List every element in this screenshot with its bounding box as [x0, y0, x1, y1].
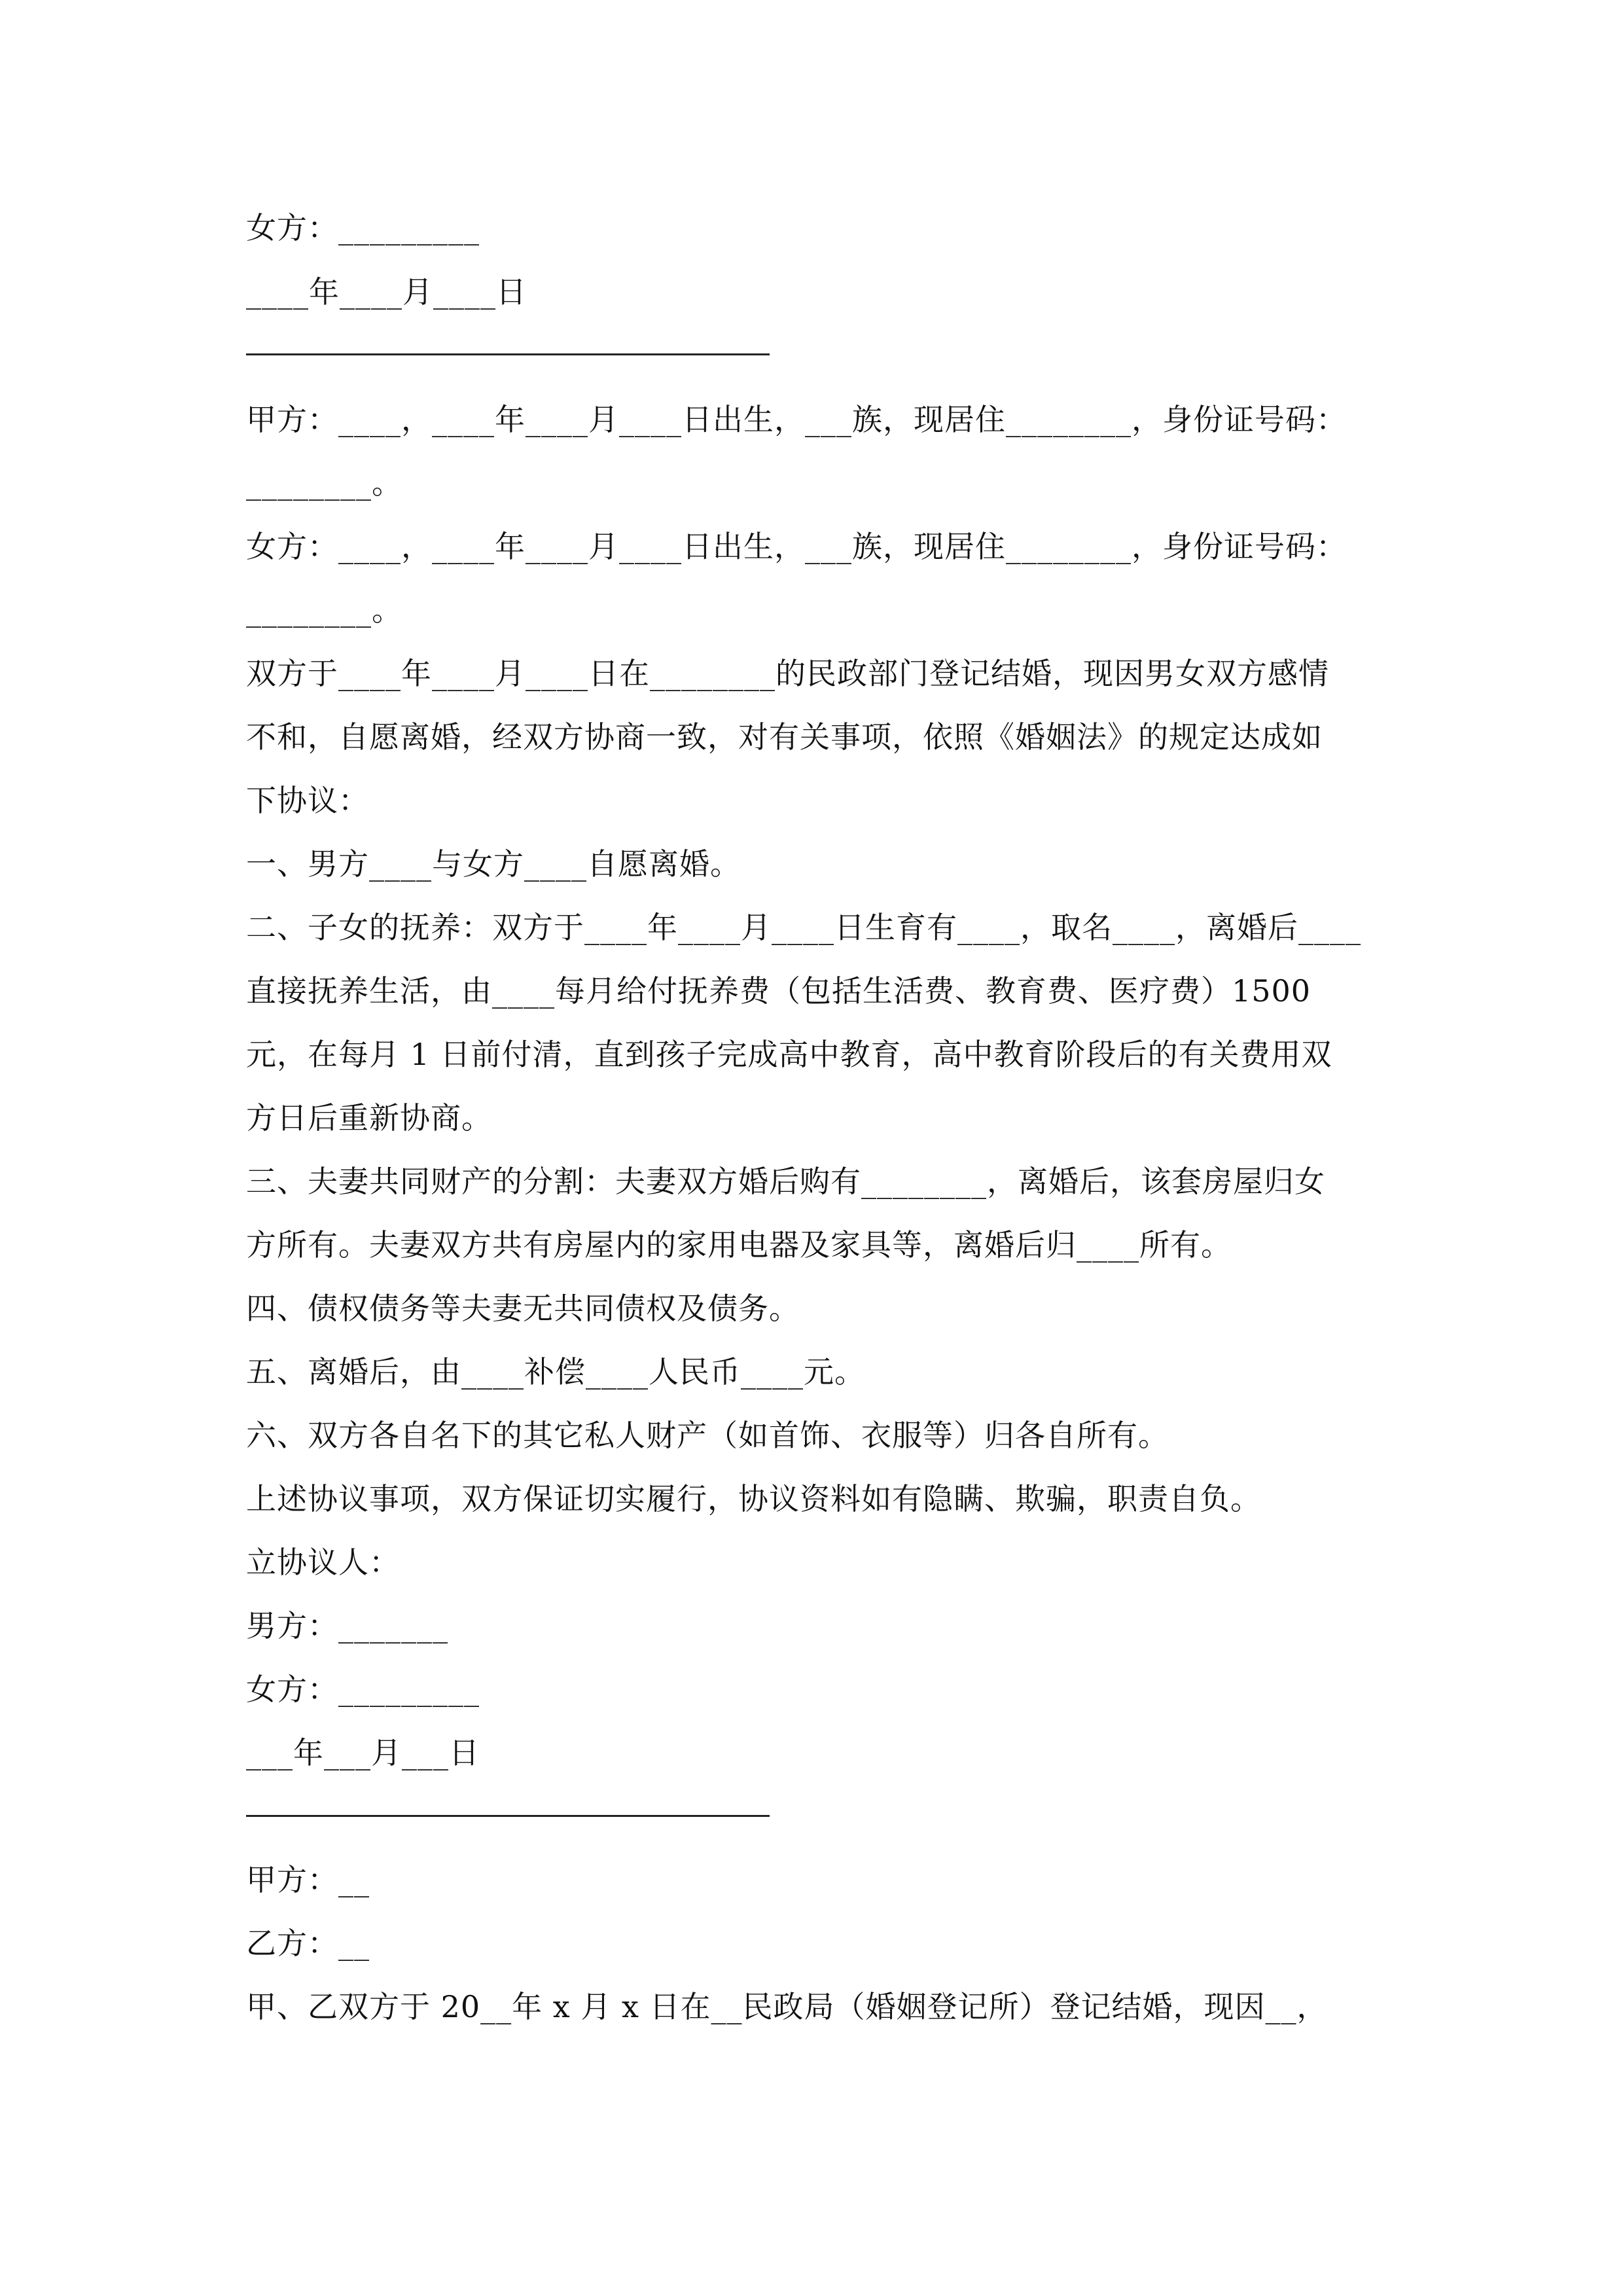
preamble-line-2: 不和，自愿离婚，经双方协商一致，对有关事项，依照《婚姻法》的规定达成如 — [246, 719, 1323, 755]
clause-2-line-2: 直接抚养生活，由____每月给付抚养费（包括生活费、教育费、医疗费）1500 — [246, 973, 1311, 1009]
female-signature-line: 女方：_________ — [246, 210, 480, 245]
party-a-info: 甲方：____，____年____月____日出生，___族，现居住________，身份证号码： — [246, 402, 1347, 437]
date-line: ____年____月____日 — [246, 274, 527, 310]
clause-2-line-1: 二、子女的抚养：双方于____年____月____日生育有____，取名____，离婚后____ — [246, 910, 1361, 945]
preamble-line-3: 下协议： — [246, 783, 369, 818]
section-divider-2 — [246, 1815, 770, 1817]
female-signature-line-2: 女方：_________ — [246, 1672, 480, 1707]
party-b-label: 乙方：__ — [246, 1926, 370, 1961]
clause-3-line-1: 三、夫妻共同财产的分割：夫妻双方婚后购有________，离婚后，该套房屋归女 — [246, 1164, 1325, 1199]
preamble-line-1: 双方于____年____月____日在________的民政部门登记结婚，现因男女双方感情 — [246, 656, 1329, 691]
agreement-intro: 甲、乙双方于 20__年 x 月 x 日在__民政局（婚姻登记所）登记结婚，现因__， — [246, 1989, 1328, 2024]
clause-4: 四、债权债务等夫妻无共同债权及债务。 — [246, 1291, 800, 1326]
clause-6: 六、双方各自名下的其它私人财产（如首饰、衣服等）归各自所有。 — [246, 1418, 1169, 1453]
party-a-label: 甲方：__ — [246, 1862, 370, 1897]
clause-2-line-3: 元，在每月 1 日前付清，直到孩子完成高中教育，高中教育阶段后的有关费用双 — [246, 1037, 1332, 1072]
female-info: 女方：____，____年____月____日出生，___族，现居住________，身份证号码： — [246, 529, 1347, 564]
clause-5: 五、离婚后，由____补偿____人民币____元。 — [246, 1354, 865, 1390]
clause-3-line-2: 方所有。夫妻双方共有房屋内的家用电器及家具等，离婚后归____所有。 — [246, 1227, 1232, 1263]
section-divider — [246, 353, 770, 355]
male-signature-line: 男方：_______ — [246, 1608, 448, 1643]
signatories-heading: 立协议人： — [246, 1545, 400, 1580]
party-a-id: ________。 — [246, 465, 402, 501]
clause-1: 一、男方____与女方____自愿离婚。 — [246, 846, 741, 882]
guarantee-statement: 上述协议事项，双方保证切实履行，协议资料如有隐瞒、欺骗，职责自负。 — [246, 1481, 1261, 1516]
female-id: ________。 — [246, 592, 402, 628]
date-line-2: ___年___月___日 — [246, 1735, 480, 1770]
clause-2-line-4: 方日后重新协商。 — [246, 1100, 492, 1136]
